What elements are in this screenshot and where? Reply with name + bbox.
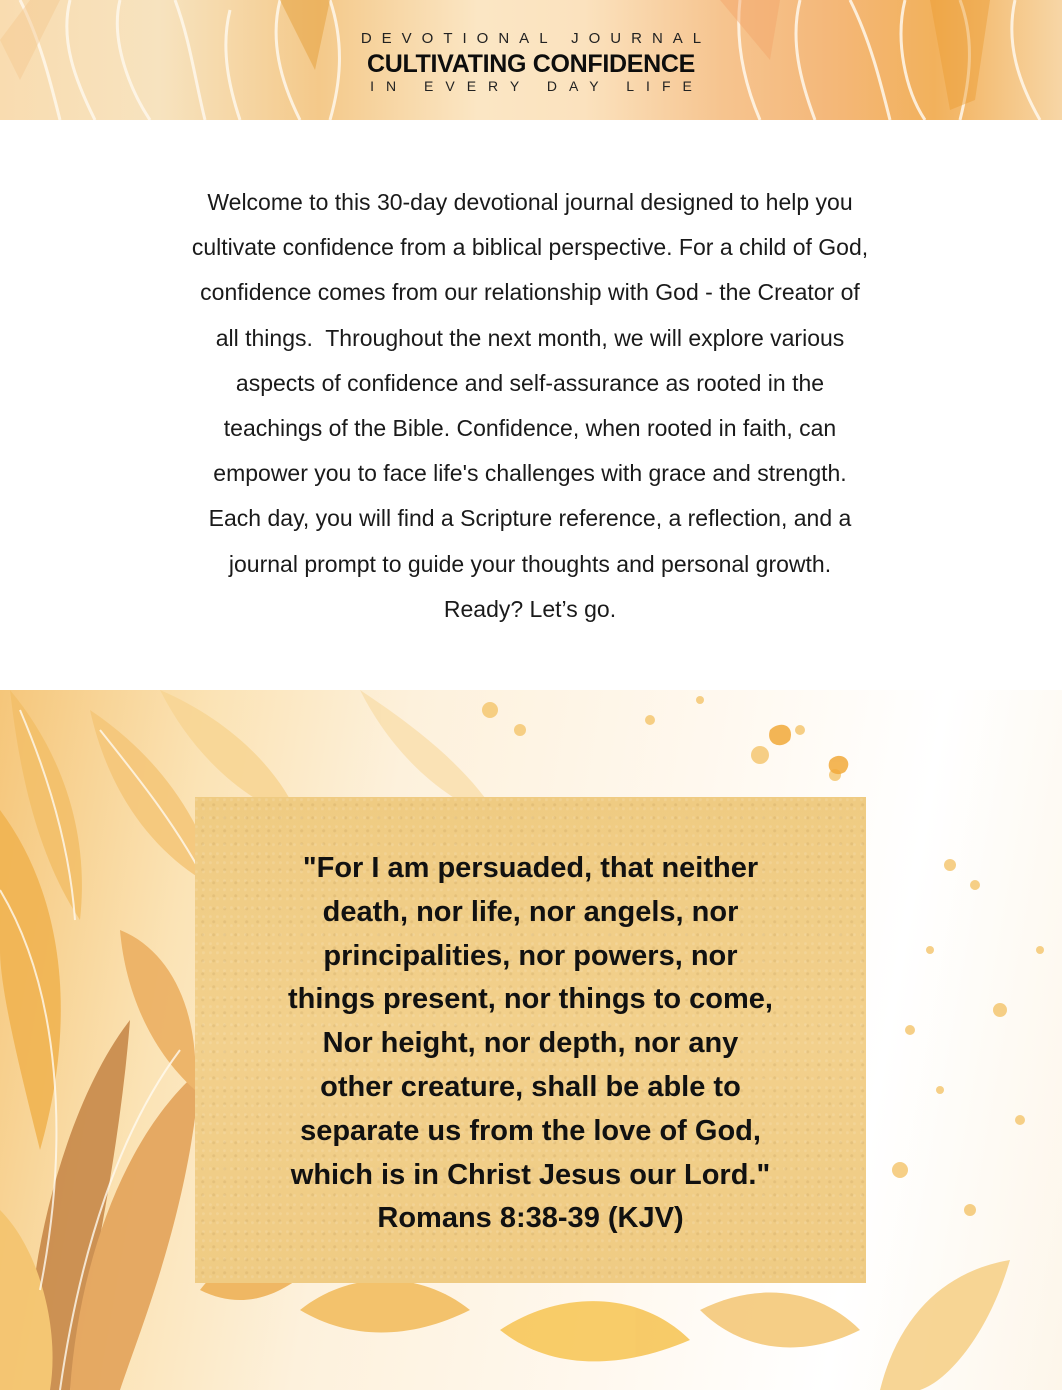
intro-line: aspects of confidence and self-assurance as rooted in the (235, 369, 825, 396)
scripture-line: other creature, shall be able to (320, 1070, 741, 1103)
scripture-card (195, 797, 866, 1283)
intro-line: journal prompt to guide your thoughts and personal growth. (228, 550, 832, 577)
scripture-quote (195, 847, 866, 1241)
intro-line: Each day, you will find a Scripture reference, a reflection, and a (208, 505, 852, 532)
scripture-line: Nor height, nor depth, nor any (322, 1027, 739, 1060)
intro-line: Welcome to this 30-day devotional journal designed to help you (207, 189, 853, 215)
intro-line: Ready? Let’s go. (443, 595, 617, 622)
header-kicker: DEVOTIONAL JOURNAL (360, 30, 712, 47)
intro-paragraph (90, 180, 970, 632)
scripture-line: "For I am persuaded, that neither (302, 852, 759, 884)
intro-line: confidence comes from our relationship with God - the Creator of (200, 279, 860, 306)
scripture-line: which is in Christ Jesus our Lord." (290, 1158, 771, 1191)
scripture-section (0, 690, 1062, 1390)
intro-line: empower you to face life's challenges with grace and strength. (213, 460, 847, 487)
scripture-line: separate us from the love of God, (300, 1114, 761, 1147)
header-subtitle: IN EVERY DAY LIFE (370, 78, 704, 94)
scripture-citation: Romans 8:38-39 (KJV) (377, 1202, 684, 1235)
intro-line: cultivate confidence from a biblical perspective. For a child of God, (191, 234, 869, 261)
page-title: CULTIVATING CONFIDENCE (366, 50, 696, 78)
intro-line: teachings of the Bible. Confidence, when rooted in faith, can (223, 415, 837, 442)
intro-line: all things. Throughout the next month, we will explore various (215, 324, 845, 351)
scripture-line: things present, nor things to come, (288, 983, 773, 1016)
scripture-line: death, nor life, nor angels, nor (322, 895, 739, 928)
header-banner (0, 0, 1062, 120)
scripture-line: principalities, nor powers, nor (323, 939, 738, 972)
